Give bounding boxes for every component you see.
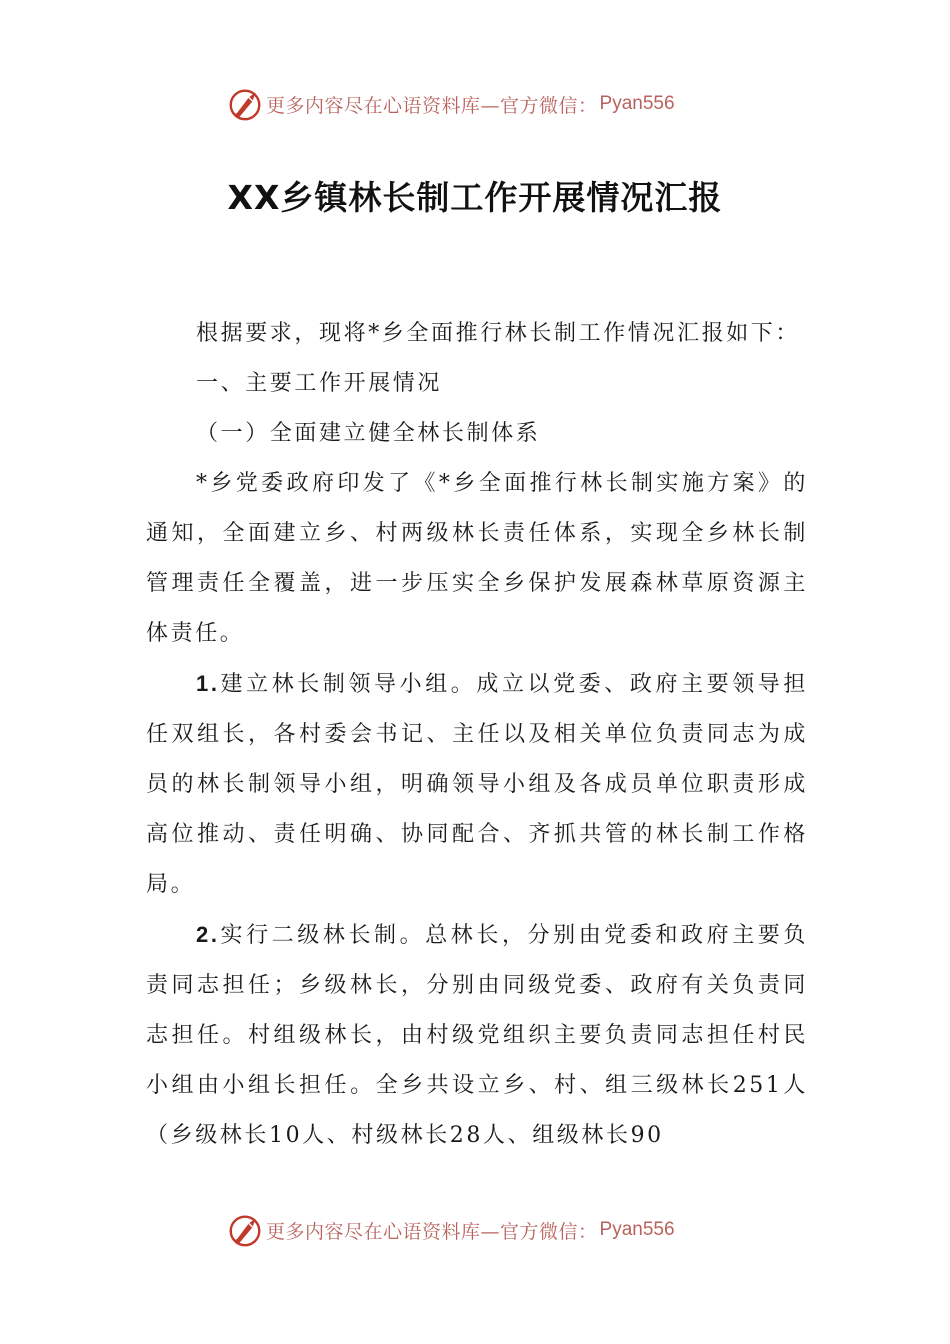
pen-nib-logo-icon — [226, 1211, 264, 1249]
document-body — [146, 309, 808, 1161]
banner-text: 更多内容尽在心语资料库—官方微信： — [266, 94, 598, 117]
pen-nib-logo-icon — [226, 85, 264, 123]
paragraph-notice: *乡党委政府印发了《*乡全面推行林长制实施方案》的通知，全面建立乡、村两级林长责任体系，实现全乡林长制管理责任全覆盖，进一步压实全乡保护发展森林草原资源主体责任。 — [146, 471, 808, 646]
heading-subsection-1: （一）全面建立健全林长制体系 — [196, 421, 541, 446]
banner-text: 更多内容尽在心语资料库—官方微信： — [266, 1220, 598, 1243]
paragraph-item-2 — [146, 910, 808, 1161]
item-number: 2. — [196, 922, 220, 947]
item-number: 1. — [196, 671, 220, 696]
paragraph-item-1 — [146, 659, 808, 910]
paragraph-intro: 根据要求，现将*乡全面推行林长制工作情况汇报如下： — [196, 321, 801, 346]
item-text: 建立林长制领导小组。成立以党委、政府主要领导担任双组长，各村委会书记、主任以及相关单位负责同志为成员的林长制领导小组，明确领导小组及各成员单位职责形成高位推动、责任明确、协同配合、齐抓共管的林长制工作格局。 — [146, 672, 808, 897]
header-banner — [226, 84, 675, 124]
banner-wechat-id: Pyan556 — [599, 1219, 675, 1240]
footer-banner — [226, 1210, 675, 1250]
banner-wechat-id: Pyan556 — [599, 93, 675, 114]
document-title: XX乡镇林长制工作开展情况汇报 — [227, 178, 723, 217]
heading-section-1: 一、主要工作开展情况 — [196, 371, 443, 396]
item-text: 实行二级林长制。总林长，分别由党委和政府主要负责同志担任；乡级林长，分别由同级党委、政府有关负责同志担任。村组级林长，由村级党组织主要负责同志担任村民小组由小组长担任。全乡共设立乡、村、组三级林长251人（乡级林长10人、村级林长28人、组级林长90 — [146, 923, 808, 1148]
